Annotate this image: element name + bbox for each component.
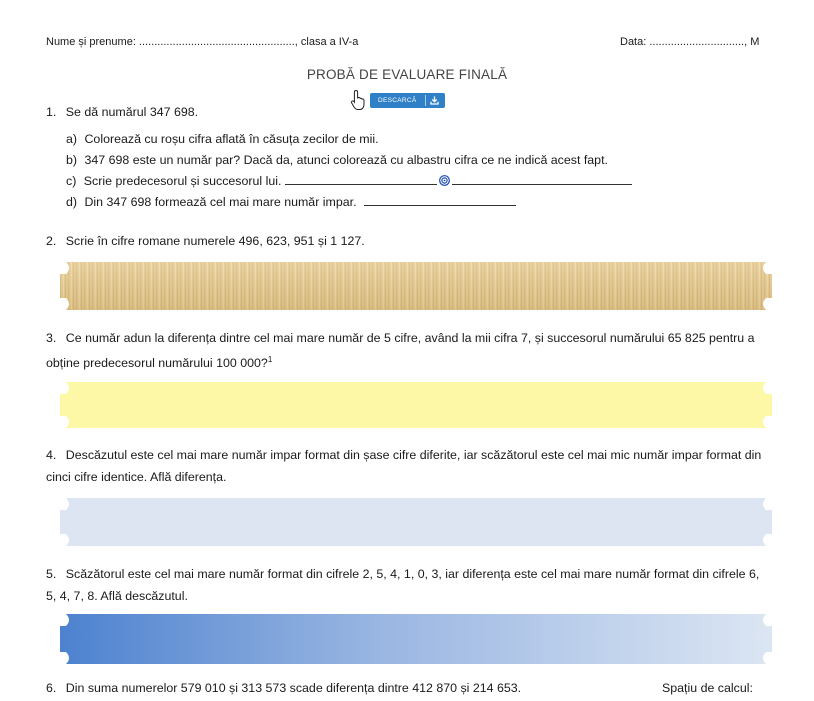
question-4 [46,444,771,488]
question-5 [46,563,771,607]
question-1-text: Se dă numărul 347 698. [65,105,199,119]
subitem-label: a) [66,132,78,146]
question-1-subitem-c [66,170,632,192]
footnote-marker: 1 [267,355,273,364]
question-2-text: Scrie în cifre romane numerele 496, 623, 951 și 1 127. [65,234,365,248]
question-2 [46,230,365,252]
download-button-label: DESCARCĂ [378,97,417,104]
question-1 [46,101,198,123]
page-title: PROBĂ DE EVALUARE FINALĂ [306,67,508,82]
question-1-subitem-b [66,149,608,171]
download-button-divider [425,95,426,106]
date-line: Data: ..............................., M [620,36,760,48]
question-5-text: Scăzătorul este cel mai mare număr format din cifrele 2, 5, 4, 1, 0, 3, iar diferența este cel mai mare număr format din cifrele 6, 5, 4, 7, 8. Află descăzutul. [46,567,760,603]
question-6 [46,677,521,699]
subitem-text: Scrie predecesorul și succesorul lui. [83,174,282,188]
question-6-number: 6. [46,681,57,695]
subitem-text: Din 347 698 formează cel mai mare număr impar. [84,195,357,209]
answer-box-parchment[interactable] [60,262,772,310]
target-icon [439,175,450,186]
answer-box-blue-gradient[interactable] [60,614,772,664]
download-button[interactable] [370,93,445,108]
download-icon [429,95,440,106]
subitem-text: 347 698 este un număr par? Dacă da, atunci colorează cu albastru cifra ce ne indică acest fapt. [84,153,608,167]
question-3-number: 3. [46,331,57,345]
question-4-text: Descăzutul este cel mai mare număr impar format din șase cifre diferite, iar scăzătorul este cel mai mic număr impar format din cinci cifre identice. Află diferența. [46,448,762,484]
question-6-text: Din suma numerelor 579 010 și 313 573 scade diferența dintre 412 870 și 214 653. [65,681,522,695]
predecessor-blank[interactable] [285,172,437,185]
question-4-number: 4. [46,448,57,462]
question-1-number: 1. [46,105,57,119]
question-3-text: Ce număr adun la diferența dintre cel mai mare număr de 5 cifre, având la mii cifra 7, și succesorul numărului 65 825 pentru a obține predecesorul numărului 100 000? [46,331,755,371]
question-1-subitem-d [66,191,516,213]
largest-odd-blank[interactable] [364,193,516,206]
question-5-number: 5. [46,567,57,581]
subitem-label: c) [66,174,77,188]
pointer-hand-icon [350,89,370,111]
successor-blank[interactable] [452,172,632,185]
subitem-label: b) [66,153,78,167]
question-1-subitem-a [66,128,379,150]
answer-box-light-blue[interactable] [60,498,772,546]
subitem-text: Colorează cu roșu cifra aflată în căsuța zecilor de mii. [84,132,379,146]
answer-box-yellow[interactable] [60,382,772,428]
question-3 [46,327,771,374]
name-class-line: Nume și prenume: ..................................................., clasa a IV-a [46,36,359,48]
subitem-label: d) [66,195,78,209]
question-2-number: 2. [46,234,57,248]
calc-space-label: Spațiu de calcul: [662,681,753,695]
